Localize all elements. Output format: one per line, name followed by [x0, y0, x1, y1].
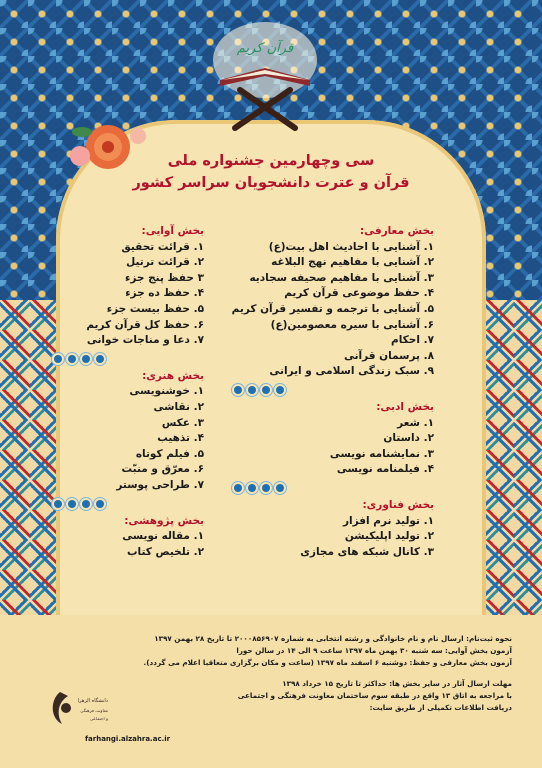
section-maarefi: [231, 224, 434, 380]
quran-stand-emblem: [210, 20, 320, 135]
list-item: ۶. معرّق و منبّت: [121, 463, 204, 476]
list-item: ۳. کانال شبکه های مجازی: [300, 545, 434, 558]
list-item: ۲. تلخیص کتاب: [126, 545, 204, 558]
info-exam-avaei: آزمون بخش آوایی: سه شنبه ۳۰ بهمن ماه ۱۳۹۷ ساعت ۹ الی ۱۴ در سالن حورا: [236, 646, 512, 656]
section-adabi: [234, 400, 434, 478]
left-column: [54, 224, 204, 560]
list-item: ۳. آشنایی با مفاهیم صحیفه سجادیه: [249, 271, 434, 284]
list-item: ۲. آشنایی با مفاهیم نهج البلاغه: [271, 256, 434, 269]
festival-title: [0, 150, 542, 194]
right-kilim-band: [484, 300, 542, 648]
section-title: بخش ادبی:: [376, 400, 434, 413]
svg-text:و اجتماعی: و اجتماعی: [89, 716, 108, 721]
list-item: ۵. آشنایی با ترجمه و تفسیر قرآن کریم: [231, 302, 434, 315]
section-title: بخش هنری:: [142, 369, 204, 382]
svg-text:دانشگاه الزهرا: دانشگاه الزهرا: [77, 698, 108, 704]
section-title: بخش فناوری:: [362, 498, 434, 511]
list-item: ۱. خوشنویسی: [129, 385, 204, 398]
dot-separator: [54, 355, 204, 363]
list-item: ۲. تولید اپلیکیشن: [344, 530, 434, 543]
list-item: ۱. تولید نرم افزار: [342, 514, 434, 527]
section-title: بخش آوایی:: [141, 225, 204, 237]
website-link[interactable]: farhangi.alzahra.ac.ir: [85, 735, 171, 743]
svg-text:معاونت فرهنگی: معاونت فرهنگی: [80, 708, 108, 713]
list-item: ۳ حفظ پنج جزء: [124, 271, 204, 284]
section-fanavari: [234, 498, 434, 560]
list-item: ۷. طراحی پوستر: [116, 478, 204, 491]
list-item: ۲. قرائت ترتیل: [126, 256, 204, 269]
dot-separator: [54, 500, 204, 508]
dot-separator: [234, 484, 434, 492]
info-exam-maarefi: آزمون بخش معارفی و حفظ: دوشنبه ۶ اسفند ماه ۱۳۹۷ (ساعت و مکان برگزاری متعاقبا اعلام می گردد).: [143, 658, 512, 668]
list-item: ۵. حفظ بیست جزء: [106, 302, 204, 315]
info-deadline: مهلت ارسال آثار در سایر بخش ها: حداکثر تا تاریخ ۱۵ خرداد ۱۳۹۸: [282, 678, 512, 688]
title-line-1: سی وچهارمین جشنواره ملی: [167, 153, 375, 169]
emblem-calligraphy: قرآن کریم: [236, 41, 294, 56]
right-column: [231, 224, 434, 560]
list-item: ۳. عکس: [161, 416, 204, 429]
list-item: ۴. حفظ ده جزء: [125, 287, 204, 300]
section-avaei: [54, 224, 204, 349]
list-item: ۴. تذهیب: [157, 432, 204, 445]
alzahra-university-logo: [46, 684, 116, 732]
list-item: ۶. آشنایی با سیره معصومین(ع): [270, 318, 434, 331]
list-item: ۸. پرسمان قرآنی: [343, 349, 434, 362]
list-item: ۷. احکام: [391, 334, 434, 347]
info-office: با مراجعه به اتاق ۱۳ واقع در طبقه سوم ساختمان معاونت فرهنگی و اجتماعی: [237, 690, 512, 700]
list-item: ۱. مقاله نویسی: [122, 530, 204, 543]
section-honari: [54, 369, 204, 494]
left-kilim-band: [0, 300, 58, 648]
list-item: ۱. قرائت تحقیق: [121, 240, 204, 253]
list-item: ۲. نقاشی: [153, 400, 204, 413]
list-item: ۳. نمایشنامه نویسی: [329, 447, 434, 460]
section-title: بخش پژوهشی:: [124, 514, 204, 527]
dot-separator: [234, 386, 434, 394]
section-pazhoheshi: [54, 514, 204, 561]
info-website-label: دریافت اطلاعات تکمیلی از طریق سایت:: [369, 703, 512, 713]
list-item: ۷. دعا و مناجات خوانی: [86, 334, 204, 347]
list-item: ۹. سبک زندگی اسلامی و ایرانی: [269, 365, 434, 378]
title-line-2: قرآن و عترت دانشجویان سراسر کشور: [132, 175, 410, 191]
info-registration: نحوه ثبت‌نام: ارسال نام و نام خانوادگی و رشته انتخابی به شماره ۲۰۰۰۸۵۶۹۰۷ تا تاریخ ۲۸ بهمن ۱۳۹۷: [154, 634, 512, 643]
list-item: ۲. داستان: [383, 432, 434, 445]
list-item: ۶. حفظ کل قرآن کریم: [86, 318, 204, 331]
list-item: ۱. شعر: [397, 416, 434, 429]
list-item: ۴. حفظ موضوعی قرآن کریم: [284, 287, 434, 300]
list-item: ۵. فیلم کوتاه: [135, 447, 204, 460]
section-title: بخش معارفی:: [359, 225, 434, 237]
list-item: ۴. فیلمنامه نویسی: [336, 463, 434, 476]
list-item: ۱. آشنایی با احادیث اهل بیت(ع): [268, 240, 434, 253]
